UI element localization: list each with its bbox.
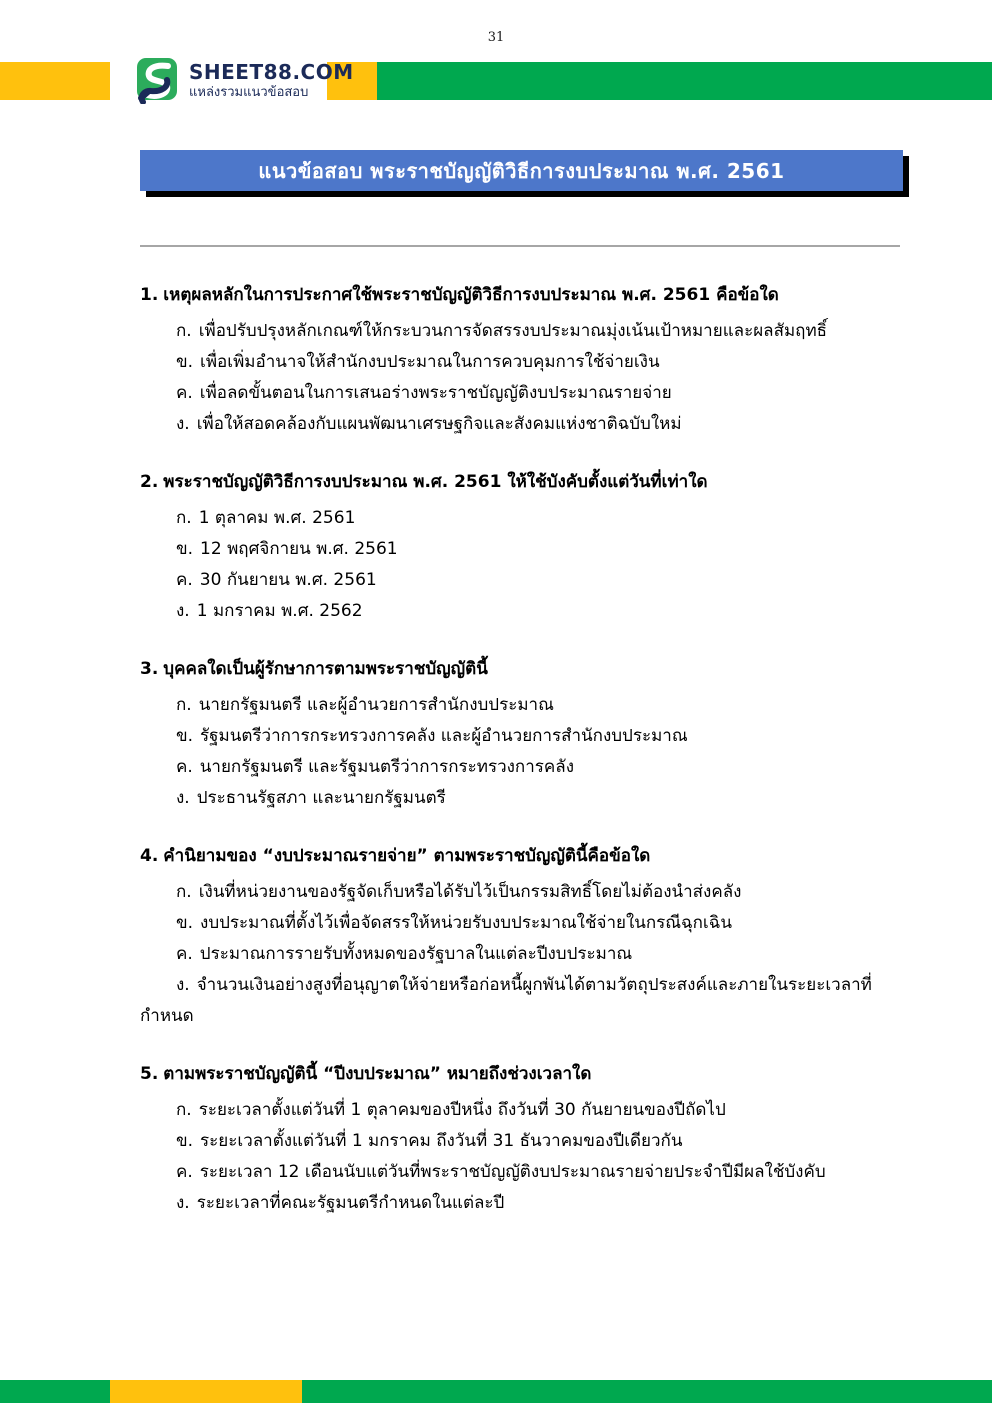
question-1-choices xyxy=(140,316,912,440)
choice-text: ระยะเวลา 12 เดือนนับแต่วันที่พระราชบัญญัติงบประมาณรายจ่ายประจำปีมีผลใช้บังคับ xyxy=(199,1162,826,1182)
choice-text: เงินที่หน่วยงานของรัฐจัดเก็บหรือได้รับไว้เป็นกรรมสิทธิ์โดยไม่ต้องนำส่งคลัง xyxy=(198,882,742,902)
document-title: แนวข้อสอบ พระราชบัญญัติวิธีการงบประมาณ พ.ศ. 2561 xyxy=(258,158,785,183)
logo-brand: SHEET88.COM xyxy=(189,60,354,85)
choice-row xyxy=(140,1157,912,1188)
choice-text: จำนวนเงินอย่างสูงที่อนุญาตให้จ่ายหรือก่อหนี้ผูกพันได้ตามวัตถุประสงค์และภายในระยะเวลาที่กำหนด xyxy=(140,975,872,1026)
question-2-heading xyxy=(140,467,912,497)
choice-text: 12 พฤศจิกายน พ.ศ. 2561 xyxy=(200,539,398,559)
choice-row xyxy=(140,534,912,565)
choice-row xyxy=(140,409,912,440)
choice-row xyxy=(140,783,912,814)
choice-label: ก. xyxy=(176,882,192,902)
choice-text: ประธานรัฐสภา และนายกรัฐมนตรี xyxy=(196,788,446,808)
choice-label: ก. xyxy=(176,321,192,341)
choice-row xyxy=(140,1095,912,1126)
footer-bar-yellow xyxy=(110,1380,302,1403)
question-number: 1. xyxy=(140,285,159,305)
choice-text: ประมาณการรายรับทั้งหมดของรัฐบาลในแต่ละปีงบประมาณ xyxy=(199,944,633,964)
choice-row xyxy=(140,908,912,939)
choice-label: ง. xyxy=(176,788,190,808)
question-2-choices xyxy=(140,503,912,627)
choice-text: 1 มกราคม พ.ศ. 2562 xyxy=(196,601,363,621)
choice-row xyxy=(140,1126,912,1157)
choice-row xyxy=(140,347,912,378)
divider-line xyxy=(140,245,900,247)
choice-text: นายกรัฐมนตรี และผู้อำนวยการสำนักงบประมาณ xyxy=(198,695,554,715)
choice-label: ง. xyxy=(176,975,190,995)
question-1-heading xyxy=(140,280,912,310)
choice-label: ก. xyxy=(176,695,192,715)
question-4 xyxy=(140,841,912,1032)
question-number: 2. xyxy=(140,472,159,492)
choice-row xyxy=(140,877,912,908)
question-text: เหตุผลหลักในการประกาศใช้พระราชบัญญัติวิธีการงบประมาณ พ.ศ. 2561 คือข้อใด xyxy=(163,285,779,305)
choice-text: 1 ตุลาคม พ.ศ. 2561 xyxy=(198,508,356,528)
choice-label: ค. xyxy=(176,944,193,964)
header-bar-green-right xyxy=(377,62,992,100)
choice-text: 30 กันยายน พ.ศ. 2561 xyxy=(199,570,377,590)
question-1 xyxy=(140,280,912,440)
choice-row xyxy=(140,596,912,627)
choice-label: ข. xyxy=(176,726,194,746)
choice-row xyxy=(140,690,912,721)
choice-label: ข. xyxy=(176,539,194,559)
choice-label: ค. xyxy=(176,570,193,590)
choice-label: ข. xyxy=(176,1131,194,1151)
sheet88-logo-icon xyxy=(135,58,179,104)
choice-row xyxy=(140,378,912,409)
choice-label: ง. xyxy=(176,1193,190,1213)
choice-label: ค. xyxy=(176,1162,193,1182)
choice-text: เพื่อให้สอดคล้องกับแผนพัฒนาเศรษฐกิจและสังคมแห่งชาติฉบับใหม่ xyxy=(196,414,682,434)
question-text: ตามพระราชบัญญัตินี้ “ปีงบประมาณ” หมายถึงช่วงเวลาใด xyxy=(163,1064,592,1084)
question-4-choices xyxy=(140,877,912,1032)
choice-label: ง. xyxy=(176,414,190,434)
choice-label: ง. xyxy=(176,601,190,621)
footer-bar-green-right xyxy=(302,1380,992,1403)
logo-tagline: แหล่งรวมแนวข้อสอบ xyxy=(189,85,309,101)
choice-row xyxy=(140,503,912,534)
choice-text: รัฐมนตรีว่าการกระทรวงการคลัง และผู้อำนวยการสำนักงบประมาณ xyxy=(200,726,688,746)
question-5-choices xyxy=(140,1095,912,1219)
question-5 xyxy=(140,1059,912,1219)
choice-label: ก. xyxy=(176,508,192,528)
choice-text: ระยะเวลาตั้งแต่วันที่ 1 ตุลาคมของปีหนึ่ง ถึงวันที่ 30 กันยายนของปีถัดไป xyxy=(198,1100,726,1120)
choice-label: ข. xyxy=(176,913,194,933)
question-4-heading xyxy=(140,841,912,871)
question-text: พระราชบัญญัติวิธีการงบประมาณ พ.ศ. 2561 ให้ใช้บังคับตั้งแต่วันที่เท่าใด xyxy=(163,472,708,492)
question-text: บุคคลใดเป็นผู้รักษาการตามพระราชบัญญัตินี้ xyxy=(163,659,488,679)
choice-text: ระยะเวลาตั้งแต่วันที่ 1 มกราคม ถึงวันที่ 31 ธันวาคมของปีเดียวกัน xyxy=(200,1131,683,1151)
question-3-heading xyxy=(140,654,912,684)
choice-text: งบประมาณที่ตั้งไว้เพื่อจัดสรรให้หน่วยรับงบประมาณใช้จ่ายในกรณีฉุกเฉิน xyxy=(200,913,732,933)
choice-row xyxy=(140,752,912,783)
title-banner xyxy=(140,150,903,191)
choice-row xyxy=(140,721,912,752)
sheet88-logo xyxy=(135,58,354,104)
choice-label: ค. xyxy=(176,383,193,403)
choice-text: เพื่อปรับปรุงหลักเกณฑ์ให้กระบวนการจัดสรรงบประมาณมุ่งเน้นเป้าหมายและผลสัมฤทธิ์ xyxy=(198,321,828,341)
question-number: 3. xyxy=(140,659,159,679)
logo-text xyxy=(189,62,354,100)
footer-bar-green-left xyxy=(0,1380,110,1403)
question-number: 4. xyxy=(140,846,159,866)
choice-row xyxy=(140,565,912,596)
choice-label: ข. xyxy=(176,352,194,372)
question-5-heading xyxy=(140,1059,912,1089)
choice-row xyxy=(140,970,912,1032)
question-2 xyxy=(140,467,912,627)
question-3 xyxy=(140,654,912,814)
choice-label: ค. xyxy=(176,757,193,777)
choice-text: นายกรัฐมนตรี และรัฐมนตรีว่าการกระทรวงการคลัง xyxy=(199,757,574,777)
question-text: คำนิยามของ “งบประมาณรายจ่าย” ตามพระราชบัญญัตินี้คือข้อใด xyxy=(163,846,651,866)
page-number: 31 xyxy=(487,30,505,45)
choice-label: ก. xyxy=(176,1100,192,1120)
question-number: 5. xyxy=(140,1064,159,1084)
question-list xyxy=(140,280,912,1246)
choice-text: เพื่อลดขั้นตอนในการเสนอร่างพระราชบัญญัติงบประมาณรายจ่าย xyxy=(199,383,672,403)
choice-text: เพื่อเพิ่มอำนาจให้สำนักงบประมาณในการควบคุมการใช้จ่ายเงิน xyxy=(200,352,660,372)
choice-row xyxy=(140,1188,912,1219)
header-bar-yellow-left xyxy=(0,62,110,100)
choice-row xyxy=(140,939,912,970)
choice-text: ระยะเวลาที่คณะรัฐมนตรีกำหนดในแต่ละปี xyxy=(196,1193,505,1213)
question-3-choices xyxy=(140,690,912,814)
choice-row xyxy=(140,316,912,347)
